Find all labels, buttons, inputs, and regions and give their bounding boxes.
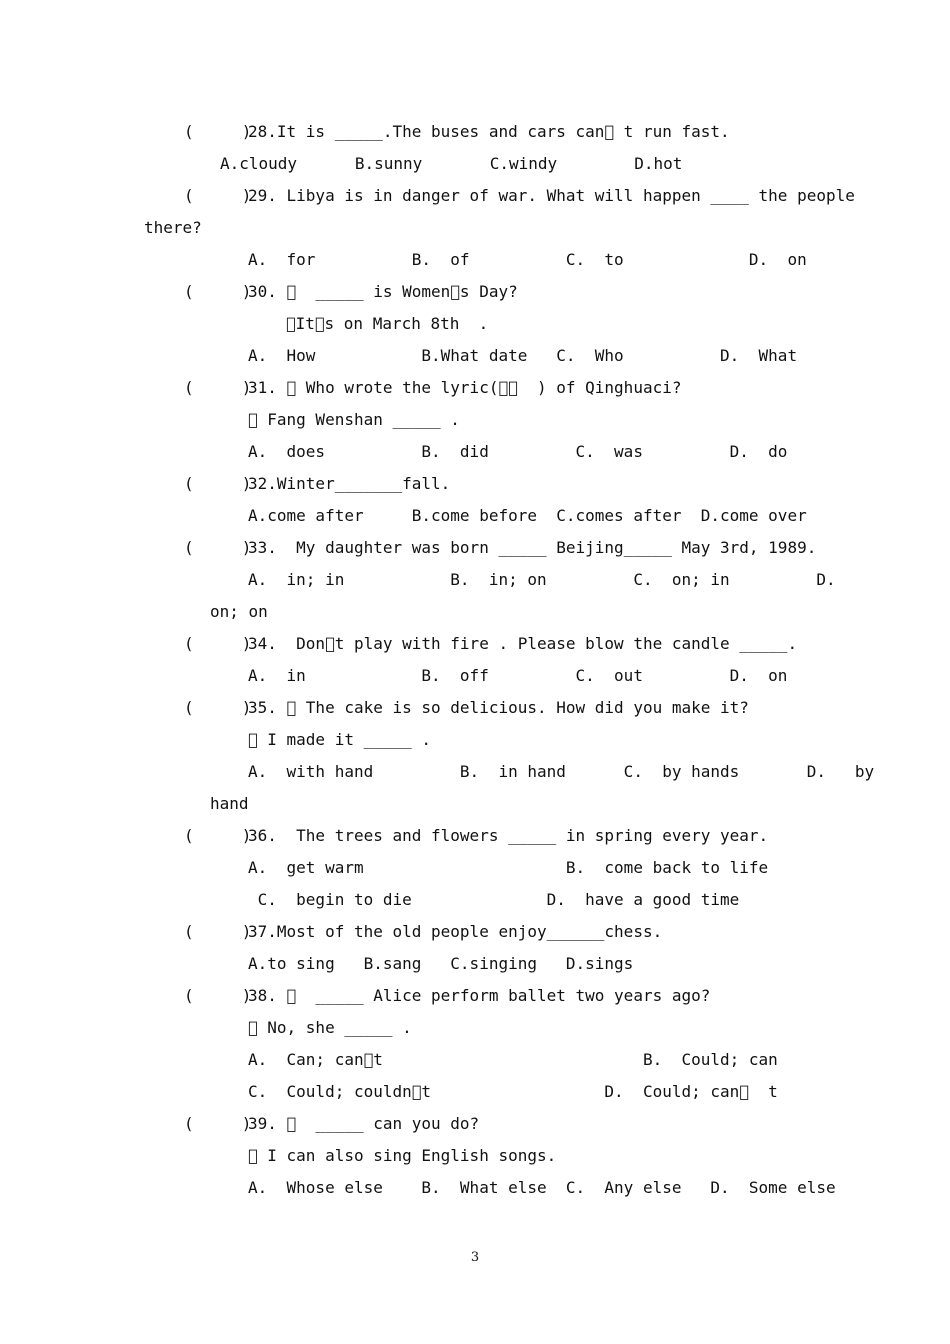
q28-options: A.cloudy B.sunny C.windy D.hot — [220, 154, 683, 173]
q35-options-continued: hand — [210, 794, 249, 813]
q38-stem: 38.   _____ Alice perform ballet two years ago? — [248, 986, 711, 1005]
q39-options: A. Whose else B. What else C. Any else D. Some else — [248, 1178, 836, 1197]
q39-paren: ( ) — [184, 1114, 252, 1133]
page-number: 3 — [470, 1250, 480, 1265]
q35-reply:   I made it _____ . — [248, 730, 432, 749]
q28-stem: 28.It is _____.The buses and cars can  t run fast. — [248, 122, 730, 141]
q30-reply:  It s on March 8th . — [286, 314, 489, 333]
q38-reply:   No, she _____ . — [248, 1018, 412, 1037]
q33-options-continued: on; on — [210, 602, 268, 621]
q35-paren: ( ) — [184, 698, 252, 717]
q33-paren: ( ) — [184, 538, 252, 557]
q29-stem-continued: there? — [144, 218, 202, 237]
q36-options-row2: C. begin to die D. have a good time — [248, 890, 740, 909]
q36-stem: 36. The trees and flowers _____ in spring every year. — [248, 826, 769, 845]
q36-options-row1: A. get warm B. come back to life — [248, 858, 769, 877]
q36-paren: ( ) — [184, 826, 252, 845]
q30-options: A. How B.What date C. Who D. What — [248, 346, 798, 365]
q29-options: A. for B. of C. to D. on — [248, 250, 807, 269]
q32-paren: ( ) — [184, 474, 252, 493]
q30-stem: 30.   _____ is Women s Day? — [248, 282, 518, 301]
q31-reply:   Fang Wenshan _____ . — [248, 410, 460, 429]
q35-stem: 35.   The cake is so delicious. How did you make it? — [248, 698, 749, 717]
q37-paren: ( ) — [184, 922, 252, 941]
q37-stem: 37.Most of the old people enjoy______chess. — [248, 922, 663, 941]
q31-paren: ( ) — [184, 378, 252, 397]
q31-stem: 31.   Who wrote the lyric(   ) of Qinghuaci? — [248, 378, 682, 397]
q38-options-row2: C. Could; couldn t D. Could; can  t — [248, 1082, 778, 1101]
q32-stem: 32.Winter_______fall. — [248, 474, 451, 493]
q35-options: A. with hand B. in hand C. by hands D. by — [248, 762, 875, 781]
q39-reply:   I can also sing English songs. — [248, 1146, 557, 1165]
q38-paren: ( ) — [184, 986, 252, 1005]
q29-stem: 29. Libya is in danger of war. What will happen ____ the people — [248, 186, 855, 205]
q33-stem: 33. My daughter was born _____ Beijing_____ May 3rd, 1989. — [248, 538, 817, 557]
q33-options: A. in; in B. in; on C. on; in D. — [248, 570, 836, 589]
q34-paren: ( ) — [184, 634, 252, 653]
q37-options: A.to sing B.sang C.singing D.sings — [248, 954, 634, 973]
q38-options-row1: A. Can; can t B. Could; can — [248, 1050, 778, 1069]
q34-options: A. in B. off C. out D. on — [248, 666, 788, 685]
q34-stem: 34. Don t play with fire . Please blow the candle _____. — [248, 634, 798, 653]
q31-options: A. does B. did C. was D. do — [248, 442, 788, 461]
q39-stem: 39.   _____ can you do? — [248, 1114, 480, 1133]
q30-paren: ( ) — [184, 282, 252, 301]
q29-paren: ( ) — [184, 186, 252, 205]
q28-paren: ( ) — [184, 122, 252, 141]
q32-options: A.come after B.come before C.comes after D.come over — [248, 506, 807, 525]
